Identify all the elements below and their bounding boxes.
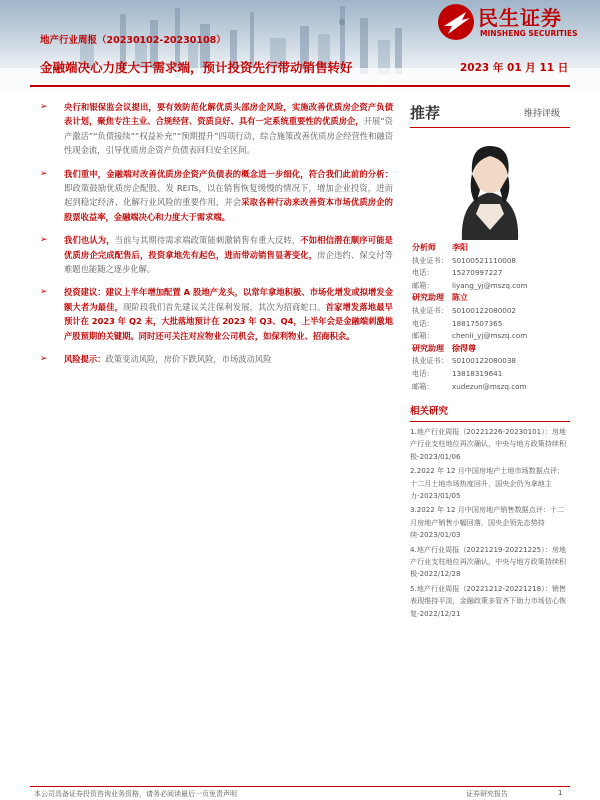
- related-item[interactable]: 5.地产行业周报（20221212-20221218）：销售表现维持平淡，金融政策多管齐下助力市场信心恢复-2022/12/21: [410, 583, 567, 618]
- body-text: 开展“资产激活”“负债接续”“权益补充”“预期提升”四项行动，综合施策改善优质房企经营性和融资性现金流，引导优质房企资产负债表回归安全区间。: [64, 116, 393, 156]
- bullet-arrow-icon: ➢: [40, 287, 48, 298]
- related-title: 相关研究: [410, 406, 449, 417]
- analyst-name-row: [410, 242, 570, 255]
- report-date: 2023 年 01 月 11 日: [460, 62, 569, 74]
- emphasis-text: 央行和银保监会议提出，要有效防范化解优质头部房企风险，实施改善优质房企资产负债表计划，聚焦专注主业、合规经营、资质良好、具有一定系统重要性的优质房企，: [64, 102, 393, 127]
- related-item[interactable]: 1.地产行业周报（20221226-20230101）：房地产行业支柱地位再次确认，中央与地方政策持续积极-2023/01/06: [410, 427, 567, 461]
- analyst-list: [410, 242, 570, 393]
- footer-disclaimer: 本公司具备证券投资咨询业务资格，请务必阅读最后一页免责声明: [34, 790, 237, 798]
- analyst-license: S0100521110008: [452, 255, 517, 265]
- related-item[interactable]: 3.2022 年 12 月中国房地产销售数据点评：十二月房地产销售小幅回落，国央企领先态势持续-2023/01/03: [410, 505, 565, 540]
- emphasis-text: 我们重申，金融端对改善优质房企资产负债表的概念进一步细化，符合我们此前的分析：: [64, 168, 393, 179]
- footer-doc-type: 证券研究报告: [466, 790, 508, 798]
- emphasis-text: 首家增发落地最早预计在 2023 年 Q2 末，大批落地预计在 2023 年 Q3、Q4，上半年会是金融端刺激地产股预期的关键期。同时还可关注对应物业公司机会，如保利物业、招商积余。: [64, 301, 393, 341]
- minsheng-logo: [436, 2, 596, 44]
- analyst-name: 李阳: [452, 243, 468, 252]
- analyst-license-row: [410, 355, 570, 368]
- bullet-paragraph: [40, 352, 393, 366]
- analyst-phone-row: [410, 267, 570, 280]
- analyst-email[interactable]: xudezun@mszq.com: [452, 381, 527, 391]
- analyst-role: 研究助理: [412, 293, 444, 303]
- bullet-paragraph: [40, 233, 393, 276]
- analyst-email[interactable]: chenli_yj@mszq.com: [452, 331, 528, 341]
- analyst-phone: 18817507365: [452, 318, 503, 328]
- analyst-role: 分析师: [412, 243, 436, 252]
- body-text: 政策变动风险，房价下跌风险，市场波动风险: [105, 354, 272, 365]
- analyst-license_label: 执业证书：: [412, 255, 448, 265]
- related-research: [410, 405, 570, 622]
- footer-page-number: 1: [558, 789, 563, 797]
- footer-divider: [30, 786, 570, 787]
- rating-label: 推荐: [410, 104, 441, 122]
- bullet-paragraph: [40, 167, 393, 225]
- analyst-email_label: 邮箱：: [412, 381, 434, 391]
- analyst-name-row: [410, 292, 570, 305]
- bullet-arrow-icon: ➢: [40, 354, 48, 365]
- bullet-arrow-icon: ➢: [40, 168, 48, 179]
- logo-name-cn: 民生证券: [478, 6, 562, 30]
- analyst-email[interactable]: liyang_yj@mszq.com: [452, 280, 528, 290]
- bullet-arrow-icon: ➢: [40, 235, 48, 246]
- body-text: 当前与其期待需求端政策能刺激销售有重大反转，: [114, 235, 301, 246]
- analyst-role: 研究助理: [412, 343, 444, 353]
- emphasis-text: 我们也认为，: [64, 235, 115, 246]
- analyst-phone_label: 电话：: [412, 268, 434, 278]
- analyst-email_label: 邮箱：: [412, 331, 434, 341]
- bullet-arrow-icon: ➢: [40, 102, 48, 112]
- minsheng-logo-mark-icon: [436, 2, 476, 42]
- analyst-license: S0100122080002: [452, 305, 517, 315]
- analyst-license_label: 执业证书：: [412, 356, 448, 366]
- analyst-name: 徐得尊: [452, 343, 476, 353]
- sidebar: [410, 100, 570, 391]
- emphasis-text: 采取各种行动来改善资本市场优质房企的股票收益率，金融端决心和力度大于需求端。: [64, 197, 393, 222]
- report-tag: 地产行业周报（20230102-20230108）: [40, 35, 226, 46]
- body-text: 房企违约、保交付等难题也能随之逐步化解。: [64, 249, 393, 275]
- logo-name-en: MINSHENG SECURITIES: [480, 29, 578, 38]
- related-item[interactable]: 4.地产行业周报（20221219-20221225）：房地产行业支柱地位再次确认，中央与地方政策持续积极-2022/12/28: [410, 544, 567, 579]
- analyst-phone-row: [410, 318, 570, 331]
- analyst-email-row: [410, 381, 570, 394]
- analyst-phone_label: 电话：: [412, 368, 434, 378]
- analyst-name: 陈立: [452, 293, 468, 303]
- analyst-email-row: [410, 280, 570, 293]
- related-divider: [410, 421, 570, 422]
- analyst-license: S0100122080038: [452, 356, 517, 366]
- body-text: 现阶段我们首先建议关注保利发展，其次为招商蛇口。: [123, 301, 326, 312]
- bullet-paragraph: [40, 285, 393, 343]
- analyst-phone_label: 电话：: [412, 318, 434, 328]
- analyst-phone: 15270997227: [452, 268, 503, 278]
- emphasis-text: 不如相信潜在顺序可能是优质房企完成配售后，投资拿地先有起色，进而带动销售显著变化，: [64, 235, 393, 260]
- analyst-phone-row: [410, 368, 570, 381]
- analyst-license-row: [410, 255, 570, 268]
- rating-row: [410, 100, 570, 128]
- analyst-name-row: [410, 343, 570, 356]
- main-content: [40, 100, 393, 376]
- analyst-photo: [410, 130, 570, 240]
- rating-sub: 维持评级: [523, 109, 560, 119]
- analyst-email-row: [410, 330, 570, 343]
- analyst-license-row: [410, 305, 570, 318]
- body-text: 即政策鼓励优质房企配股、发 REITs，以在销售恢复缓慢的情况下，增加企业投资，进而起到稳定经济、化解行业风险的重要作用，并会: [64, 183, 393, 208]
- header-divider: [30, 85, 570, 87]
- emphasis-text: 投资建议：建议上半年增加配置 A 股地产龙头，以常年拿地积极、市场化增发或拟增发金额大者为最佳，: [64, 287, 393, 312]
- bullet-paragraph: [40, 100, 393, 158]
- report-title: 金融端决心力度大于需求端，预计投资先行带动销售转好: [40, 60, 353, 75]
- analyst-license_label: 执业证书：: [412, 305, 448, 315]
- emphasis-text: 风险提示：: [64, 354, 106, 365]
- related-item[interactable]: 2.2022 年 12 月中国房地产土地市场数据点评：十二月土地市场热度回升，国央企仍为拿地主力-2023/01/05: [410, 466, 565, 501]
- related-list: [410, 426, 570, 620]
- analyst-phone: 13818319641: [452, 368, 503, 378]
- analyst-email_label: 邮箱：: [412, 280, 434, 290]
